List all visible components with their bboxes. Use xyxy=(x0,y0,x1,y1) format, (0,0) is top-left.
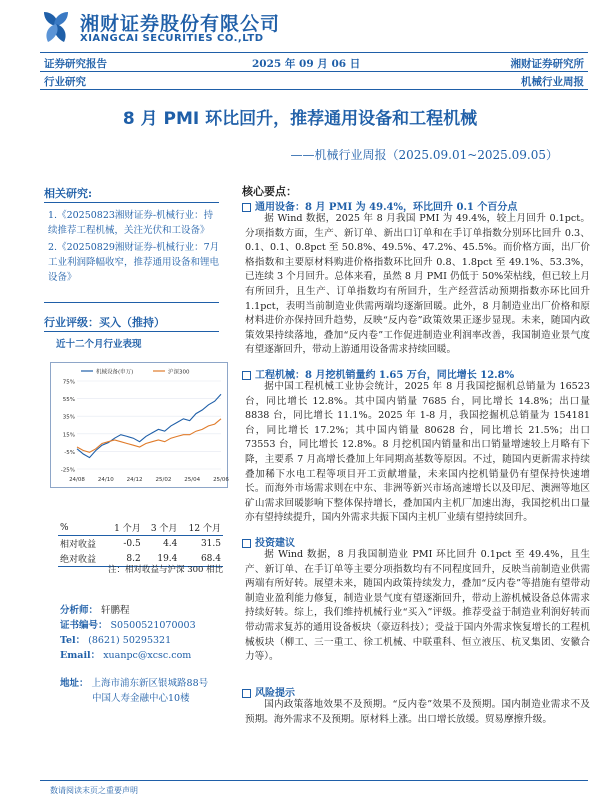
perf-cell: 4.4 xyxy=(163,538,178,549)
bullet-square-icon xyxy=(242,539,251,548)
chart-x-tick-label: 25/06 xyxy=(213,477,229,483)
section-general-equipment-body: 据 Wind 数据，2025 年 8 月我国 PMI 为 49.4%，较上月回升 0.1pct。分项指数方面，生产、新订单、新出口订单和在手订单指数分别环比回升 0.3、0.1、0.1、0.8pct 至 50.8%、49.5%、47.2%、45.5%。而价格方面，出厂价格指数和主要原材料购进价格指数环比回升 0.8、1.8pct 至 49.1%、53.3%，已连续 3 个月回升。总体来看，虽然 8 月 PMI 仍低于 50%荣枯线，但已较上月有所回升，且生产、订单指数均有所回升，生产经营活动预期指数亦环比回升 1.1pct，表明当前制造业供需两端均逐渐回暖。此外，8 月制造业出厂价格和原材料进价亦保持回升趋势，反映“反内卷”政策效果正逐步显现。未来，随国内政策效果持续落地，叠加“反内卷”工作促进制造业利润率改善，我国制造业景气度有望逐渐回升，带动上游通用设备需求持续回暖。 xyxy=(245,213,590,356)
chart-x-tick-label: 25/04 xyxy=(184,477,201,483)
related-rule xyxy=(44,202,219,203)
analyst-label: 分析师： xyxy=(60,605,99,616)
company-name-en: XIANGCAI SECURITIES CO.,LTD xyxy=(80,33,264,44)
footer-rule xyxy=(40,780,588,781)
email-label: Email： xyxy=(60,650,101,661)
performance-chart-svg xyxy=(51,363,227,487)
tel-row xyxy=(60,632,171,646)
industry-rating: 行业评级：买入（推持） xyxy=(44,316,165,329)
email-row xyxy=(60,647,191,661)
perf-header-cell: 1 个月 xyxy=(114,524,141,534)
tel-value: (8621) 50295321 xyxy=(88,635,172,646)
address-line-2: 中国人寿金融中心10楼 xyxy=(92,693,190,704)
company-logo xyxy=(38,8,281,48)
perf-header-cell: 12 个月 xyxy=(188,524,221,534)
section-investment-body: 据 Wind 数据，8 月我国制造业 PMI 环比回升 0.1pct 至 49.4%，且生产、新订单、在手订单等主要分项指数均有不同程度回升，反映当前制造业供需两端有所好转。展望未来，随国内政策持续发力，叠加“反内卷”等措施有望带动制造业盈利能力修复，制造业景气度有望逐渐回升，带动上游机械设备总体需求持续好转。综上，我们维持机械行业“买入”评级。推荐受益于制造业利润好转而带动需求复苏的通用设备板块（豪迈科技）；受益于国内外需求恢复增长的工程机械板块（柳工、三一重工、徐工机械、中联重科、恒立液压、杭叉集团、安徽合力等）。 xyxy=(245,549,590,663)
section-heading-text: 投资建议 xyxy=(255,538,295,549)
perf-header-cell: % xyxy=(60,522,69,533)
chart-heading: 近十二个月行业表现 xyxy=(56,339,142,350)
performance-chart xyxy=(50,362,228,488)
perf-cell: 相对收益 xyxy=(60,540,97,550)
perf-header-cell: 3 个月 xyxy=(150,524,178,534)
chart-y-tick-label: 55% xyxy=(62,397,75,404)
chart-x-tick-label: 24/10 xyxy=(97,477,114,483)
chart-legend-label: 沪深300 xyxy=(168,369,190,376)
email-value[interactable]: xuanpc@xcsc.com xyxy=(103,650,192,661)
cert-value: S0500521070003 xyxy=(110,620,196,631)
perf-cell: 绝对收益 xyxy=(60,555,97,565)
performance-table xyxy=(58,520,223,567)
section-heading-text: 工程机械：8 月挖机销量约 1.65 万台，同比增长 12.8% xyxy=(255,370,515,381)
section-risk-heading xyxy=(242,684,295,699)
report-subtitle: ——机械行业周报（2025.09.01~2025.09.05） xyxy=(290,148,558,162)
perf-cell: 8.2 xyxy=(126,553,141,564)
cert-row xyxy=(60,617,196,631)
perf-cell: 19.4 xyxy=(157,553,178,564)
bullet-square-icon xyxy=(242,689,251,698)
chart-y-tick-label: 15% xyxy=(62,432,75,439)
report-date: 2025 年 09 月 06 日 xyxy=(252,58,361,70)
report-type: 证券研究报告 xyxy=(44,58,107,70)
section-construction-body: 据中国工程机械工业协会统计，2025 年 8 月我国挖掘机总销量为 16523 台，同比增长 12.8%。其中国内销量 7685 台，同比增长 14.8%；出口量 8838 台，同比增长 11.1%。2025 年 1-8 月，我国挖掘机总销量为 154181 台，同比增长 17.2%；其中国内销量 80628 台，同比增长 21.5%；出口 73553 台，同比增长 12.8%。8 月挖机国内销量和出口销量增速较上月略有下降，主要系 7 月高增长叠加上年同期高基数等原因。不过，随国内更新需求持续叠加稀下水电工程等项目开工贡献增量，未来国内挖机销量仍有望保持快速增长。而海外市场需求则在中东、非洲等新兴市场高速增长以及印尼、澳洲等地区矿山需求回暖影响下整体保持增长，叠加国内主机厂加速出海，我国挖机出口量亦有望持续提升，国内外需求共振下国内主机厂业绩有望持续回升。 xyxy=(245,381,590,524)
analyst-row xyxy=(60,602,130,616)
chart-y-tick-label: -25% xyxy=(60,467,75,474)
institute-name: 湘财证券研究所 xyxy=(510,58,584,70)
report-category: 行业研究 xyxy=(44,76,86,88)
section-risk-body: 国内政策落地效果不及预期。“反内卷”效果不及预期。国内制造业需求不及预期。海外需求不及预期。原材料上涨。出口增长放缓。贸易摩擦升级。 xyxy=(245,699,590,725)
bullet-square-icon xyxy=(242,203,251,212)
chart-series-line xyxy=(77,394,221,457)
address-line-1: 上海市浦东新区银城路88号 xyxy=(91,678,209,689)
header-rule-top xyxy=(40,52,588,53)
rating-rule-top xyxy=(44,302,219,303)
company-name-cn: 湘财证券股份有限公司 xyxy=(80,13,281,35)
rating-rule-bottom xyxy=(44,331,219,332)
chart-y-tick-label: 75% xyxy=(62,379,75,386)
related-link-2[interactable]: 2.《20250829湘财证券-机械行业：7月工业利润降幅收窄，推荐通用设备和锂电设备》 xyxy=(48,242,220,283)
perf-row-relative xyxy=(58,536,223,552)
bullet-square-icon xyxy=(242,371,251,380)
perf-cell: 68.4 xyxy=(200,553,221,564)
chart-x-tick-label: 24/12 xyxy=(126,477,143,483)
perf-cell: 31.5 xyxy=(200,538,221,549)
report-title: 8 月 PMI 环比回升，推荐通用设备和工程机械 xyxy=(122,109,478,129)
address-row xyxy=(60,675,208,689)
related-link-1[interactable]: 1.《20250823湘财证券-机械行业：持续推荐工程机械，关注光伏和工设备》 xyxy=(48,210,214,236)
section-heading-text: 风险提示 xyxy=(255,688,295,699)
header-rule-mid xyxy=(40,71,588,72)
tel-label: Tel： xyxy=(60,635,86,646)
perf-note: 注：相对收益与沪深 300 相比 xyxy=(108,565,224,575)
related-research-heading: 相关研究: xyxy=(44,187,93,200)
section-general-equipment-heading xyxy=(242,198,517,213)
chart-y-tick-label: -5% xyxy=(64,449,75,456)
header-rule-bottom xyxy=(40,89,588,90)
chart-y-tick-label: 35% xyxy=(62,414,75,421)
perf-cell: -0.5 xyxy=(123,538,141,549)
section-construction-heading xyxy=(242,366,514,381)
chart-x-tick-label: 24/08 xyxy=(69,477,85,483)
chart-series-line xyxy=(77,419,221,453)
core-points-heading: 核心要点： xyxy=(242,185,297,198)
logo-mark-icon xyxy=(38,8,74,44)
perf-header-row xyxy=(58,520,223,536)
chart-x-tick-label: 25/02 xyxy=(155,477,172,483)
footer-disclaimer: 数请阅读末页之重要声明 xyxy=(50,786,138,795)
address-label: 地址： xyxy=(60,678,89,689)
section-investment-heading xyxy=(242,534,295,549)
analyst-name: 轩鹏程 xyxy=(101,605,130,616)
report-series: 机械行业周报 xyxy=(521,76,584,88)
cert-label: 证书编号： xyxy=(60,620,108,631)
chart-legend-label: 机械设备(申万) xyxy=(96,369,134,376)
section-heading-text: 通用设备：8 月 PMI 为 49.4%，环比回升 0.1 个百分点 xyxy=(255,202,518,213)
